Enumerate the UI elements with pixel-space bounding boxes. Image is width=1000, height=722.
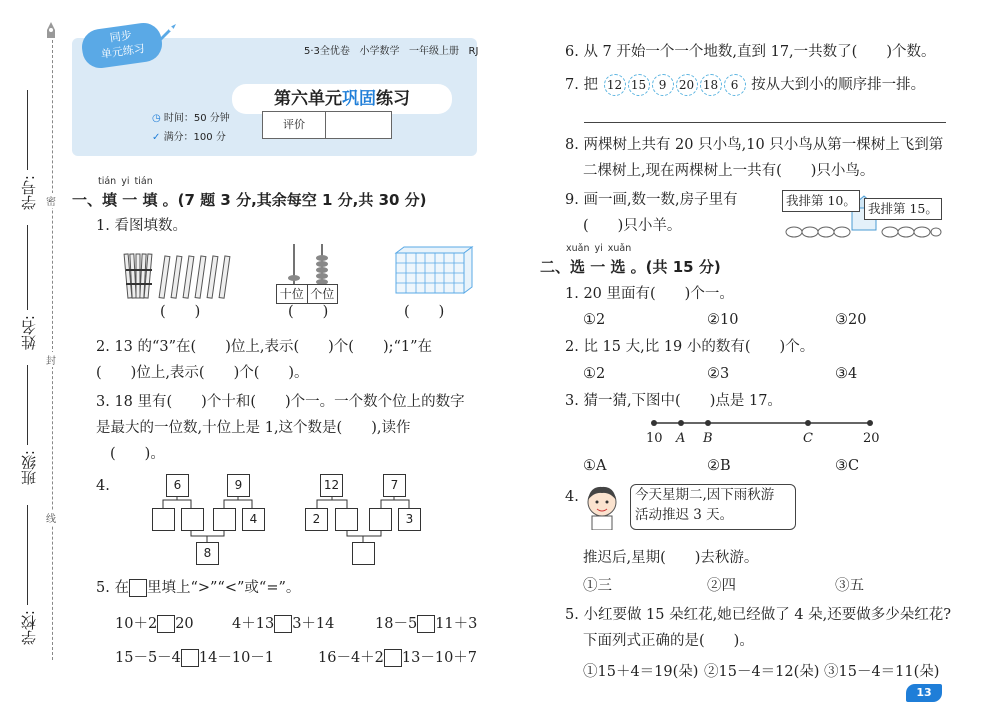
q5-prefix: 5. 在 bbox=[96, 580, 129, 596]
clock-icon: ◷ bbox=[152, 113, 164, 124]
q5-expr-right: 14－10－1 bbox=[198, 650, 275, 666]
title-part2: 巩固 bbox=[342, 89, 376, 109]
q5-expr-left: 10＋2 bbox=[115, 616, 158, 632]
q7-suffix: 按从大到小的顺序排一排。 bbox=[751, 77, 926, 93]
compare-box[interactable] bbox=[181, 649, 199, 667]
abacus-base bbox=[276, 284, 338, 304]
rocket-badge-icon bbox=[154, 22, 180, 48]
q5-row1-item3 bbox=[375, 614, 477, 634]
tree3-top: 12 bbox=[320, 474, 343, 497]
q3-line3: ( )。 bbox=[110, 446, 165, 462]
score-info bbox=[152, 128, 226, 143]
q7-number-circle: 6 bbox=[724, 74, 746, 96]
page-number: 13 bbox=[916, 686, 932, 699]
badge-line1: 同步 bbox=[108, 28, 133, 45]
s2-q4-option-2[interactable]: ②四 bbox=[707, 578, 736, 594]
child-avatar-icon bbox=[582, 484, 622, 534]
badge-line2: 单元练习 bbox=[100, 41, 146, 61]
school-label: 学校: bbox=[20, 610, 38, 646]
badge bbox=[80, 21, 165, 71]
tree34-bottom[interactable] bbox=[352, 542, 375, 565]
q9-sign-15: 我排第 15。 bbox=[864, 198, 942, 220]
time-info bbox=[152, 109, 230, 124]
s2-q1-option-1[interactable]: ①2 bbox=[583, 312, 606, 328]
s2-q5-line1: 5. 小红要做 15 朵红花,她已经做了 4 朵,还要做多少朵红花? bbox=[565, 607, 952, 623]
q8-line1: 8. 两棵树上共有 20 只小鸟,10 只小鸟从第一棵树上飞到第 bbox=[565, 137, 944, 153]
s2-q1-option-3[interactable]: ③20 bbox=[835, 312, 867, 328]
q4-number: 4. bbox=[96, 478, 110, 494]
sheep-house-figure bbox=[780, 188, 942, 242]
q7-number-circle: 20 bbox=[676, 74, 698, 96]
q1-text: 1. 看图填数。 bbox=[96, 218, 187, 234]
abacus-tens-label: 十位 bbox=[277, 285, 308, 303]
tree12-bottom: 8 bbox=[196, 542, 219, 565]
s2-q2-text: 2. 比 15 大,比 19 小的数有( )个。 bbox=[565, 339, 815, 355]
q5-expr-left: 4＋13 bbox=[232, 616, 275, 632]
number-line bbox=[646, 417, 876, 429]
evaluation-field[interactable] bbox=[326, 112, 391, 138]
section1-title: 一、填 一 填 。(7 题 3 分,其余每空 1 分,共 30 分) bbox=[72, 191, 427, 209]
q5-instruction bbox=[96, 578, 300, 598]
name-field[interactable] bbox=[27, 225, 28, 310]
class-label: 班级: bbox=[20, 450, 38, 486]
s2-q2-option-3[interactable]: ③4 bbox=[835, 366, 858, 382]
cube-grid-figure bbox=[392, 245, 474, 299]
q7-text bbox=[565, 74, 925, 96]
q7-number-circle: 15 bbox=[628, 74, 650, 96]
s2-q4-option-1[interactable]: ①三 bbox=[583, 578, 612, 594]
seal-char-mi: 密 bbox=[46, 193, 56, 208]
tree1-top: 6 bbox=[166, 474, 189, 497]
s2-q4-question: 推迟后,星期( )去秋游。 bbox=[583, 550, 759, 566]
abacus-ones-label: 个位 bbox=[310, 287, 335, 301]
tree4-top: 7 bbox=[383, 474, 406, 497]
s2-q1-text: 1. 20 里面有( )个一。 bbox=[565, 286, 734, 302]
q1-blank-1[interactable]: ( ) bbox=[160, 304, 201, 320]
s2-q2-option-2[interactable]: ②3 bbox=[707, 366, 730, 382]
q9-line1: 9. 画一画,数一数,房子里有 bbox=[565, 192, 738, 208]
q1-blank-3[interactable]: ( ) bbox=[404, 304, 445, 320]
axis-label-b: B bbox=[703, 431, 713, 446]
page-number-badge bbox=[906, 684, 942, 702]
s2-q5-option-2[interactable]: ②15－4＝12(朵) bbox=[704, 664, 820, 680]
q5-expr-right: 3＋14 bbox=[292, 616, 335, 632]
axis-label-20: 20 bbox=[863, 431, 880, 446]
time-text: 时间：50 分钟 bbox=[163, 113, 230, 124]
tree4-right: 3 bbox=[398, 508, 421, 531]
speech-line2: 活动推迟 3 天。 bbox=[635, 507, 734, 523]
q5-row1-item2 bbox=[232, 614, 334, 634]
seal-char-xian: 线 bbox=[46, 510, 56, 525]
section2-pinyin: xuǎn yi xuǎn bbox=[566, 243, 632, 254]
q8-line2: 二棵树上,现在两棵树上一共有( )只小鸟。 bbox=[583, 163, 875, 179]
q5-expr-right: 13－10＋7 bbox=[401, 650, 478, 666]
seal-char-feng: 封 bbox=[46, 352, 56, 367]
q9-sign-10: 我排第 10。 bbox=[782, 190, 860, 212]
tree1-left[interactable] bbox=[152, 508, 175, 531]
title-part3: 练习 bbox=[376, 89, 410, 109]
compare-box[interactable] bbox=[417, 615, 435, 633]
q5-row2-item1 bbox=[115, 648, 274, 668]
s2-q5-option-1[interactable]: ①15＋4＝19(朵) bbox=[583, 664, 699, 680]
series-info: 5·3全优卷 小学数学 一年级上册 RJ bbox=[304, 46, 479, 57]
q7-number-circle: 9 bbox=[652, 74, 674, 96]
tree2-left[interactable] bbox=[213, 508, 236, 531]
tree1-right[interactable] bbox=[181, 508, 204, 531]
q7-number-circle: 18 bbox=[700, 74, 722, 96]
compare-box[interactable] bbox=[274, 615, 292, 633]
q5-suffix: 里填上“>”“<”或“=”。 bbox=[146, 580, 301, 596]
header-panel bbox=[72, 28, 479, 156]
name-label: 姓名: bbox=[20, 315, 38, 351]
q6-text: 6. 从 7 开始一个一个地数,直到 17,一共数了( )个数。 bbox=[565, 44, 936, 60]
q2-line1: 2. 13 的“3”在( )位上,表示( )个( );“1”在 bbox=[96, 339, 433, 355]
q5-expr-right: 20 bbox=[175, 616, 194, 632]
q2-line2: ( )位上,表示( )个( )。 bbox=[96, 365, 309, 381]
axis-label-10: 10 bbox=[646, 431, 663, 446]
section2-title: 二、选 一 选 。(共 15 分) bbox=[540, 258, 721, 276]
tree2-right: 4 bbox=[242, 508, 265, 531]
q7-answer-line[interactable] bbox=[584, 122, 946, 123]
sticks-figure bbox=[122, 250, 242, 306]
axis-label-c: C bbox=[803, 431, 813, 446]
class-field[interactable] bbox=[27, 365, 28, 445]
s2-q3-option-2[interactable]: ②B bbox=[707, 458, 731, 474]
tree3-left: 2 bbox=[305, 508, 328, 531]
compare-box-icon bbox=[129, 579, 147, 597]
s2-q4-option-3[interactable]: ③五 bbox=[835, 578, 864, 594]
page-title bbox=[232, 84, 452, 114]
section1-pinyin: tián yi tián bbox=[98, 176, 153, 187]
s2-q3-option-1[interactable]: ①A bbox=[583, 458, 607, 474]
q7-number-circle: 12 bbox=[604, 74, 626, 96]
q5-expr-left: 15－5－4 bbox=[115, 650, 181, 666]
q5-row2-item2 bbox=[318, 648, 477, 668]
s2-q2-option-1[interactable]: ①2 bbox=[583, 366, 606, 382]
q5-expr-left: 18－5 bbox=[375, 616, 418, 632]
tree4-left[interactable] bbox=[369, 508, 392, 531]
q5-expr-right: 11＋3 bbox=[435, 616, 478, 632]
check-icon: ✓ bbox=[152, 132, 164, 143]
evaluation-box bbox=[262, 111, 392, 139]
q5-expr-left: 16－4＋2 bbox=[318, 650, 384, 666]
speech-bubble bbox=[630, 484, 796, 530]
compare-box[interactable] bbox=[157, 615, 175, 633]
q9-line2: ( )只小羊。 bbox=[583, 218, 682, 234]
s2-q3-text: 3. 猜一猜,下图中( )点是 17。 bbox=[565, 393, 782, 409]
speech-line1: 今天星期二,因下雨秋游 bbox=[635, 487, 775, 503]
rocket-icon bbox=[46, 22, 56, 42]
q1-blank-2[interactable]: ( ) bbox=[288, 304, 329, 320]
school-field[interactable] bbox=[27, 505, 28, 605]
q7-prefix: 7. 把 bbox=[565, 77, 598, 93]
s2-q5-option-3[interactable]: ③15－4＝11(朵) bbox=[824, 664, 940, 680]
student-number-label: 学号: bbox=[20, 175, 38, 211]
s2-q5-line2: 下面列式正确的是( )。 bbox=[583, 633, 754, 649]
axis-label-a: A bbox=[676, 431, 686, 446]
tree2-top: 9 bbox=[227, 474, 250, 497]
q3-line2: 是最大的一位数,十位上是 1,这个数是( ),读作 bbox=[96, 420, 411, 436]
evaluation-label: 评价 bbox=[263, 112, 326, 138]
tree3-right[interactable] bbox=[335, 508, 358, 531]
q3-line1: 3. 18 里有( )个十和( )个一。一个数个位上的数字 bbox=[96, 394, 465, 410]
abacus-figure bbox=[276, 244, 342, 288]
title-part1: 第六单元 bbox=[274, 89, 342, 109]
score-text: 满分：100 分 bbox=[163, 132, 226, 143]
q5-row1-item1 bbox=[115, 614, 194, 634]
compare-box[interactable] bbox=[384, 649, 402, 667]
binding-dash-line bbox=[52, 40, 53, 660]
s2-q1-option-2[interactable]: ②10 bbox=[707, 312, 739, 328]
student-number-field[interactable] bbox=[27, 90, 28, 170]
s2-q4-number: 4. bbox=[565, 489, 579, 505]
s2-q3-option-3[interactable]: ③C bbox=[835, 458, 860, 474]
